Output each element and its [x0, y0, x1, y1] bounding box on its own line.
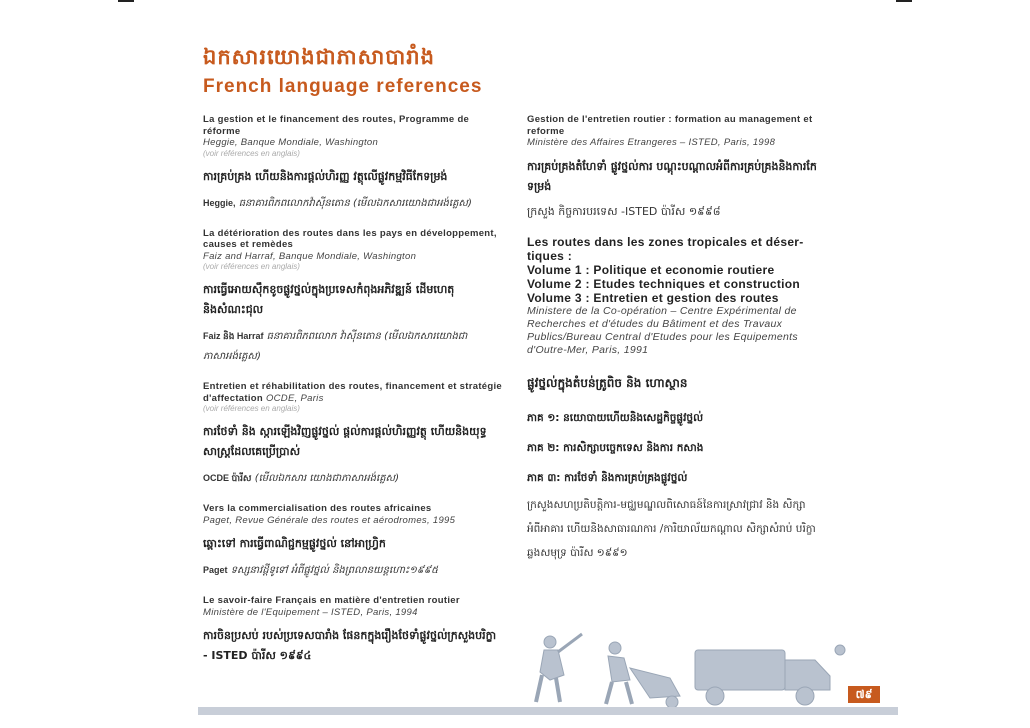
reference-khmer-meta: Heggie, ធនាគារពិភពលោកវ៉ាស៊ីនតោន (មើលឯកសារយោងជាអង់គ្លេស): [203, 197, 472, 209]
reference-entry: [203, 114, 503, 214]
reference-meta: Ministere de la Co-opération – Centre Expérimental de Recherches et d'études du Bâtiment et des Travaux Publics/Bureau Central d'Etudes pour les Equipements d'Outre-Mer, Paris, 1991: [527, 304, 798, 356]
reference-khmer-meta: ក្រសួង កិច្ចការបរទេស -ISTED ប៉ារីស ១៩៩៨: [527, 204, 721, 218]
crop-mark: [118, 0, 134, 2]
reference-meta: OCDE, Paris: [265, 392, 324, 404]
reference-khmer-meta: ក្រសួងសហប្រតិបត្តិការ-មជ្ឈមណ្ឌលពិសោធន៍នៃការស្រាវជ្រាវ និង សិក្សា អំពីអាគារ ហើយនិងសាធារណការ /ការិយាល័យកណ្តាល សិក្សាសំរាប់ បរិក្ខាឆ្លងសមុទ្រ ប៉ារីស ១៩៩១: [527, 498, 816, 559]
reference-note: (voir références en anglais): [203, 148, 300, 158]
crop-mark: [896, 0, 912, 2]
reference-title: La détérioration des routes dans les pays en développement, causes et remèdes: [203, 227, 497, 250]
volume-line: Volume 3 : Entretien et gestion des routes: [527, 290, 779, 305]
reference-meta: Ministère des Affaires Etrangeres – ISTED, Paris, 1998: [527, 137, 776, 148]
right-column: [527, 114, 822, 579]
reference-khmer-meta: OCDE ប៉ារីស (មើលឯកសារ យោងជាភាសាអង់គ្លេស): [203, 473, 399, 484]
title-french: French language references: [203, 76, 483, 97]
reference-entry: [527, 235, 822, 357]
reference-meta: Faiz and Harraf, Banque Mondiale, Washington: [203, 250, 417, 262]
reference-entry: [203, 381, 503, 489]
reference-note: (voir références en anglais): [203, 262, 300, 271]
roadwork-illustration-icon: [520, 620, 850, 710]
reference-khmer-title: ការចិនប្រសប់ របស់ប្រទេសបារាំង ផែនកក្នុងរឿងថែទាំផ្លូវថ្នល់ក្រសួងបរិក្ខា - ISTED ប៉ារីស ១៩៩៤: [203, 629, 497, 662]
reference-title: Le savoir-faire Français en matière d'entretien routier: [203, 595, 460, 606]
reference-title: Gestion de l'entretien routier : formation au management et reforme: [527, 114, 813, 137]
reference-entry: [527, 114, 822, 221]
left-column: [203, 114, 503, 680]
volume-line: Volume 2 : Etudes techniques et construction: [527, 276, 801, 291]
reference-entry: [203, 228, 503, 368]
page-number: ៧៩: [848, 686, 880, 703]
reference-khmer-title: ផ្លូវថ្នល់ក្នុងតំបន់ត្រូពិច និង ហោស្ថាន: [527, 375, 688, 390]
khmer-volume-line: ភាគ ១: នយោបាយហើយនិងសេដ្ឋកិច្ចផ្លូវថ្នល់: [527, 411, 704, 424]
reference-khmer-title: ការធ្វើអោយស៊ឹកខូចផ្លូវថ្នល់ក្នុងប្រទេសកំពុងអភិវឌ្ឍន៍ ដើមហេតុ និងសំណះជុល: [203, 283, 455, 316]
khmer-volume-line: ភាគ ៣: ការថែទាំ និងការគ្រប់គ្រងផ្លូវថ្នល់: [527, 471, 688, 484]
footer-band: [198, 707, 898, 715]
reference-khmer-meta: Paget ទស្សនាវដ្ដីទូទៅ អំពីផ្លូវថ្នល់ និងព្រលានយន្តហោះ១៩៩៥: [203, 565, 439, 576]
reference-title: Vers la commercialisation des routes africaines: [203, 503, 432, 514]
reference-entry: [203, 595, 503, 666]
reference-khmer-title: ឆ្ពោះទៅ ការធ្វើពាណិជ្ជកម្មផ្លូវថ្នល់ នៅអាហ្វ្រិក: [203, 537, 386, 550]
reference-khmer-title: ការគ្រប់គ្រងតំហែទាំ ផ្លូវថ្នល់ការ បណ្តុះបណ្តាលអំពីការគ្រប់គ្រងនិងការកែទម្រង់: [527, 159, 817, 193]
volume-line: Volume 1 : Politique et economie routiere: [527, 262, 775, 277]
reference-entry: [203, 503, 503, 581]
reference-title: La gestion et le financement des routes, Programme de réforme: [203, 114, 470, 137]
reference-meta: Paget, Revue Générale des routes et aérodromes, 1995: [203, 514, 456, 526]
reference-khmer-title: ការថែទាំ និង ស្ការឡើងវិញផ្លូវថ្នល់ ផ្តល់ការផ្តល់ហិរញ្ញវត្ថុ ហើយនិងយុទ្ធសាស្រ្តដែលគេប្រើប្រាស់: [203, 425, 487, 458]
reference-meta: Heggie, Banque Mondiale, Washington: [203, 137, 379, 148]
reference-note: (voir références en anglais): [203, 404, 300, 413]
title-khmer: ឯកសារយោងជាភាសាបារាំង: [203, 45, 435, 69]
khmer-volume-line: ភាគ ២: ការសិក្សាបច្ចេកទេស និងការ កសាង: [527, 441, 704, 454]
reference-meta: Ministère de l'Equipement – ISTED, Paris, 1994: [203, 606, 418, 618]
reference-khmer-title: ការគ្រប់គ្រង ហើយនិងការផ្តល់ហិរញ្ញ វត្ថុលើផ្លូវកម្មវិធីកែទម្រង់: [203, 169, 448, 183]
reference-entry: [527, 375, 822, 565]
reference-title: Les routes dans les zones tropicales et déser-: [527, 234, 804, 249]
reference-khmer-meta: Faiz និង Harraf ធនាគារពិភពលោក វ៉ាស៊ីនតោន (មើលឯកសារយោងជាភាសាអង់គ្លេស): [203, 331, 468, 362]
reference-title: Entretien et réhabilitation des routes, financement et stratégie d'affectation OCDE, Paris: [203, 381, 502, 404]
reference-title-cont: tiques :: [527, 248, 573, 263]
